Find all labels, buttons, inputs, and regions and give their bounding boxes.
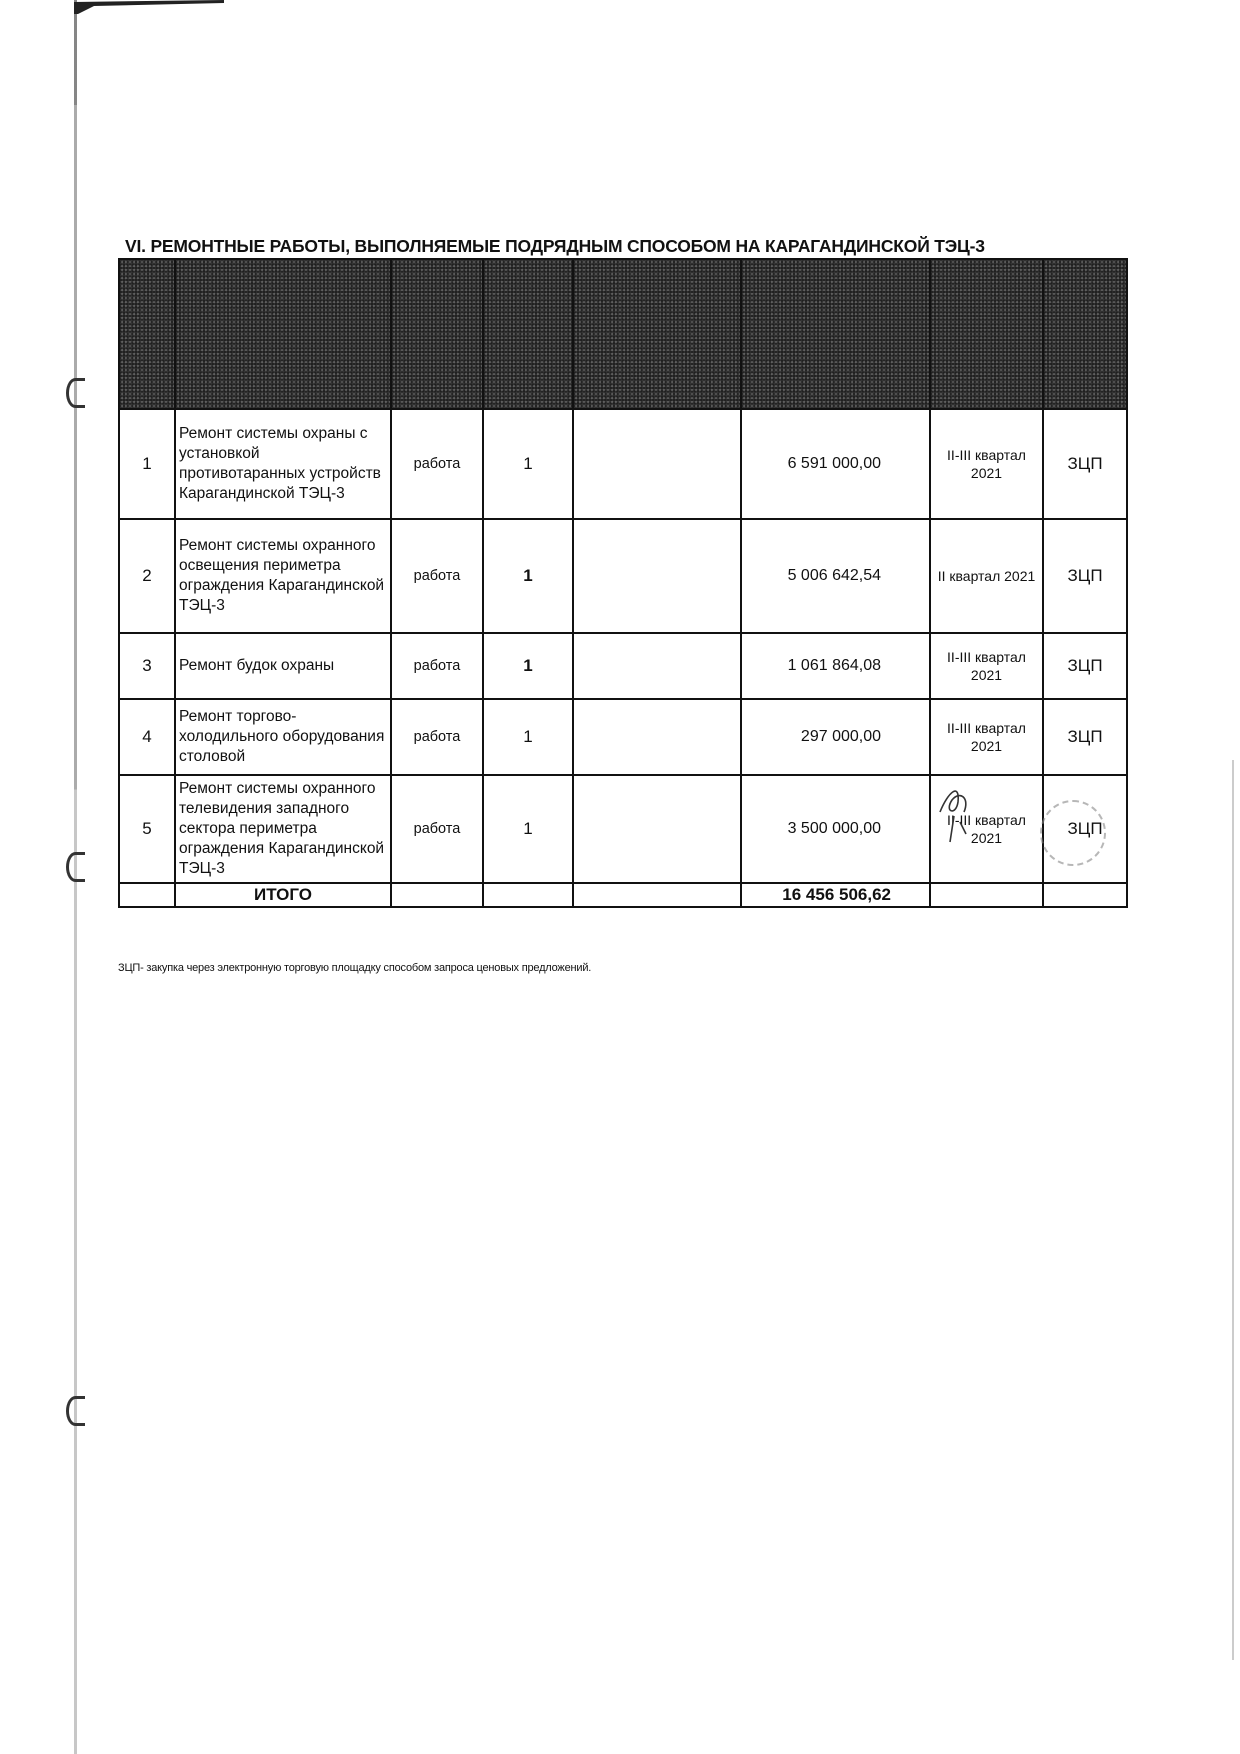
header-cell [175, 259, 391, 409]
header-cell [1043, 259, 1127, 409]
empty-cell [930, 883, 1043, 907]
work-name: Ремонт будок охраны [175, 633, 391, 699]
empty-cell [573, 775, 741, 883]
row-number: 5 [119, 775, 175, 883]
procurement-method: ЗЦП [1043, 633, 1127, 699]
section-title: VI. РЕМОНТНЫЕ РАБОТЫ, ВЫПОЛНЯЕМЫЕ ПОДРЯДНЫМ СПОСОБОМ НА КАРАГАНДИНСКОЙ ТЭЦ-3 [125, 236, 985, 256]
table-row [119, 699, 1127, 775]
amount: 3 500 000,00 [741, 775, 930, 883]
period: II-III квартал 2021 [930, 633, 1043, 699]
empty-cell [119, 883, 175, 907]
work-name: Ремонт системы охранного телевидения западного сектора периметра ограждения Карагандинской ТЭЦ-3 [175, 775, 391, 883]
table-row [119, 519, 1127, 633]
period: II-III квартал 2021 [930, 409, 1043, 519]
empty-cell [573, 699, 741, 775]
row-number: 3 [119, 633, 175, 699]
procurement-method: ЗЦП [1043, 699, 1127, 775]
handwritten-signature [930, 772, 990, 852]
header-cell [741, 259, 930, 409]
empty-cell [573, 883, 741, 907]
quantity: 1 [483, 633, 573, 699]
amount: 6 591 000,00 [741, 409, 930, 519]
empty-cell [573, 409, 741, 519]
row-number: 4 [119, 699, 175, 775]
empty-cell [391, 883, 483, 907]
empty-cell [483, 883, 573, 907]
unit: работа [391, 633, 483, 699]
footnote: ЗЦП- закупка через электронную торговую площадку способом запроса ценовых предложений. [118, 962, 592, 974]
empty-cell [573, 519, 741, 633]
unit: работа [391, 775, 483, 883]
row-number: 2 [119, 519, 175, 633]
header-cell [483, 259, 573, 409]
row-number: 1 [119, 409, 175, 519]
unit: работа [391, 519, 483, 633]
empty-cell [573, 633, 741, 699]
period: II-III квартал 2021 [930, 775, 1043, 883]
work-name: Ремонт системы охраны с установкой противотаранных устройств Карагандинской ТЭЦ-3 [175, 409, 391, 519]
empty-cell [1043, 883, 1127, 907]
quantity: 1 [483, 409, 573, 519]
punch-hole-mark [66, 852, 85, 882]
quantity: 1 [483, 699, 573, 775]
header-cell [391, 259, 483, 409]
unit: работа [391, 699, 483, 775]
punch-hole-mark [66, 378, 85, 408]
work-name: Ремонт системы охранного освещения периметра ограждения Карагандинской ТЭЦ-3 [175, 519, 391, 633]
punch-hole-mark [66, 1396, 85, 1426]
work-name: Ремонт торгово-холодильного оборудования столовой [175, 699, 391, 775]
table-header-row [119, 259, 1127, 409]
header-cell [573, 259, 741, 409]
period: II квартал 2021 [930, 519, 1043, 633]
header-cell [930, 259, 1043, 409]
amount: 5 006 642,54 [741, 519, 930, 633]
period: II-III квартал 2021 [930, 699, 1043, 775]
quantity: 1 [483, 775, 573, 883]
unit: работа [391, 409, 483, 519]
scan-corner-mark [74, 0, 224, 14]
total-row [119, 883, 1127, 907]
total-label: ИТОГО [175, 883, 391, 907]
table-row [119, 633, 1127, 699]
stamp-mark [1040, 800, 1106, 866]
scan-edge [1232, 760, 1234, 1660]
procurement-method: ЗЦП [1043, 775, 1127, 883]
quantity: 1 [483, 519, 573, 633]
amount: 1 061 864,08 [741, 633, 930, 699]
header-cell [119, 259, 175, 409]
amount: 297 000,00 [741, 699, 930, 775]
total-amount: 16 456 506,62 [741, 883, 930, 907]
table-row [119, 409, 1127, 519]
procurement-method: ЗЦП [1043, 519, 1127, 633]
procurement-method: ЗЦП [1043, 409, 1127, 519]
